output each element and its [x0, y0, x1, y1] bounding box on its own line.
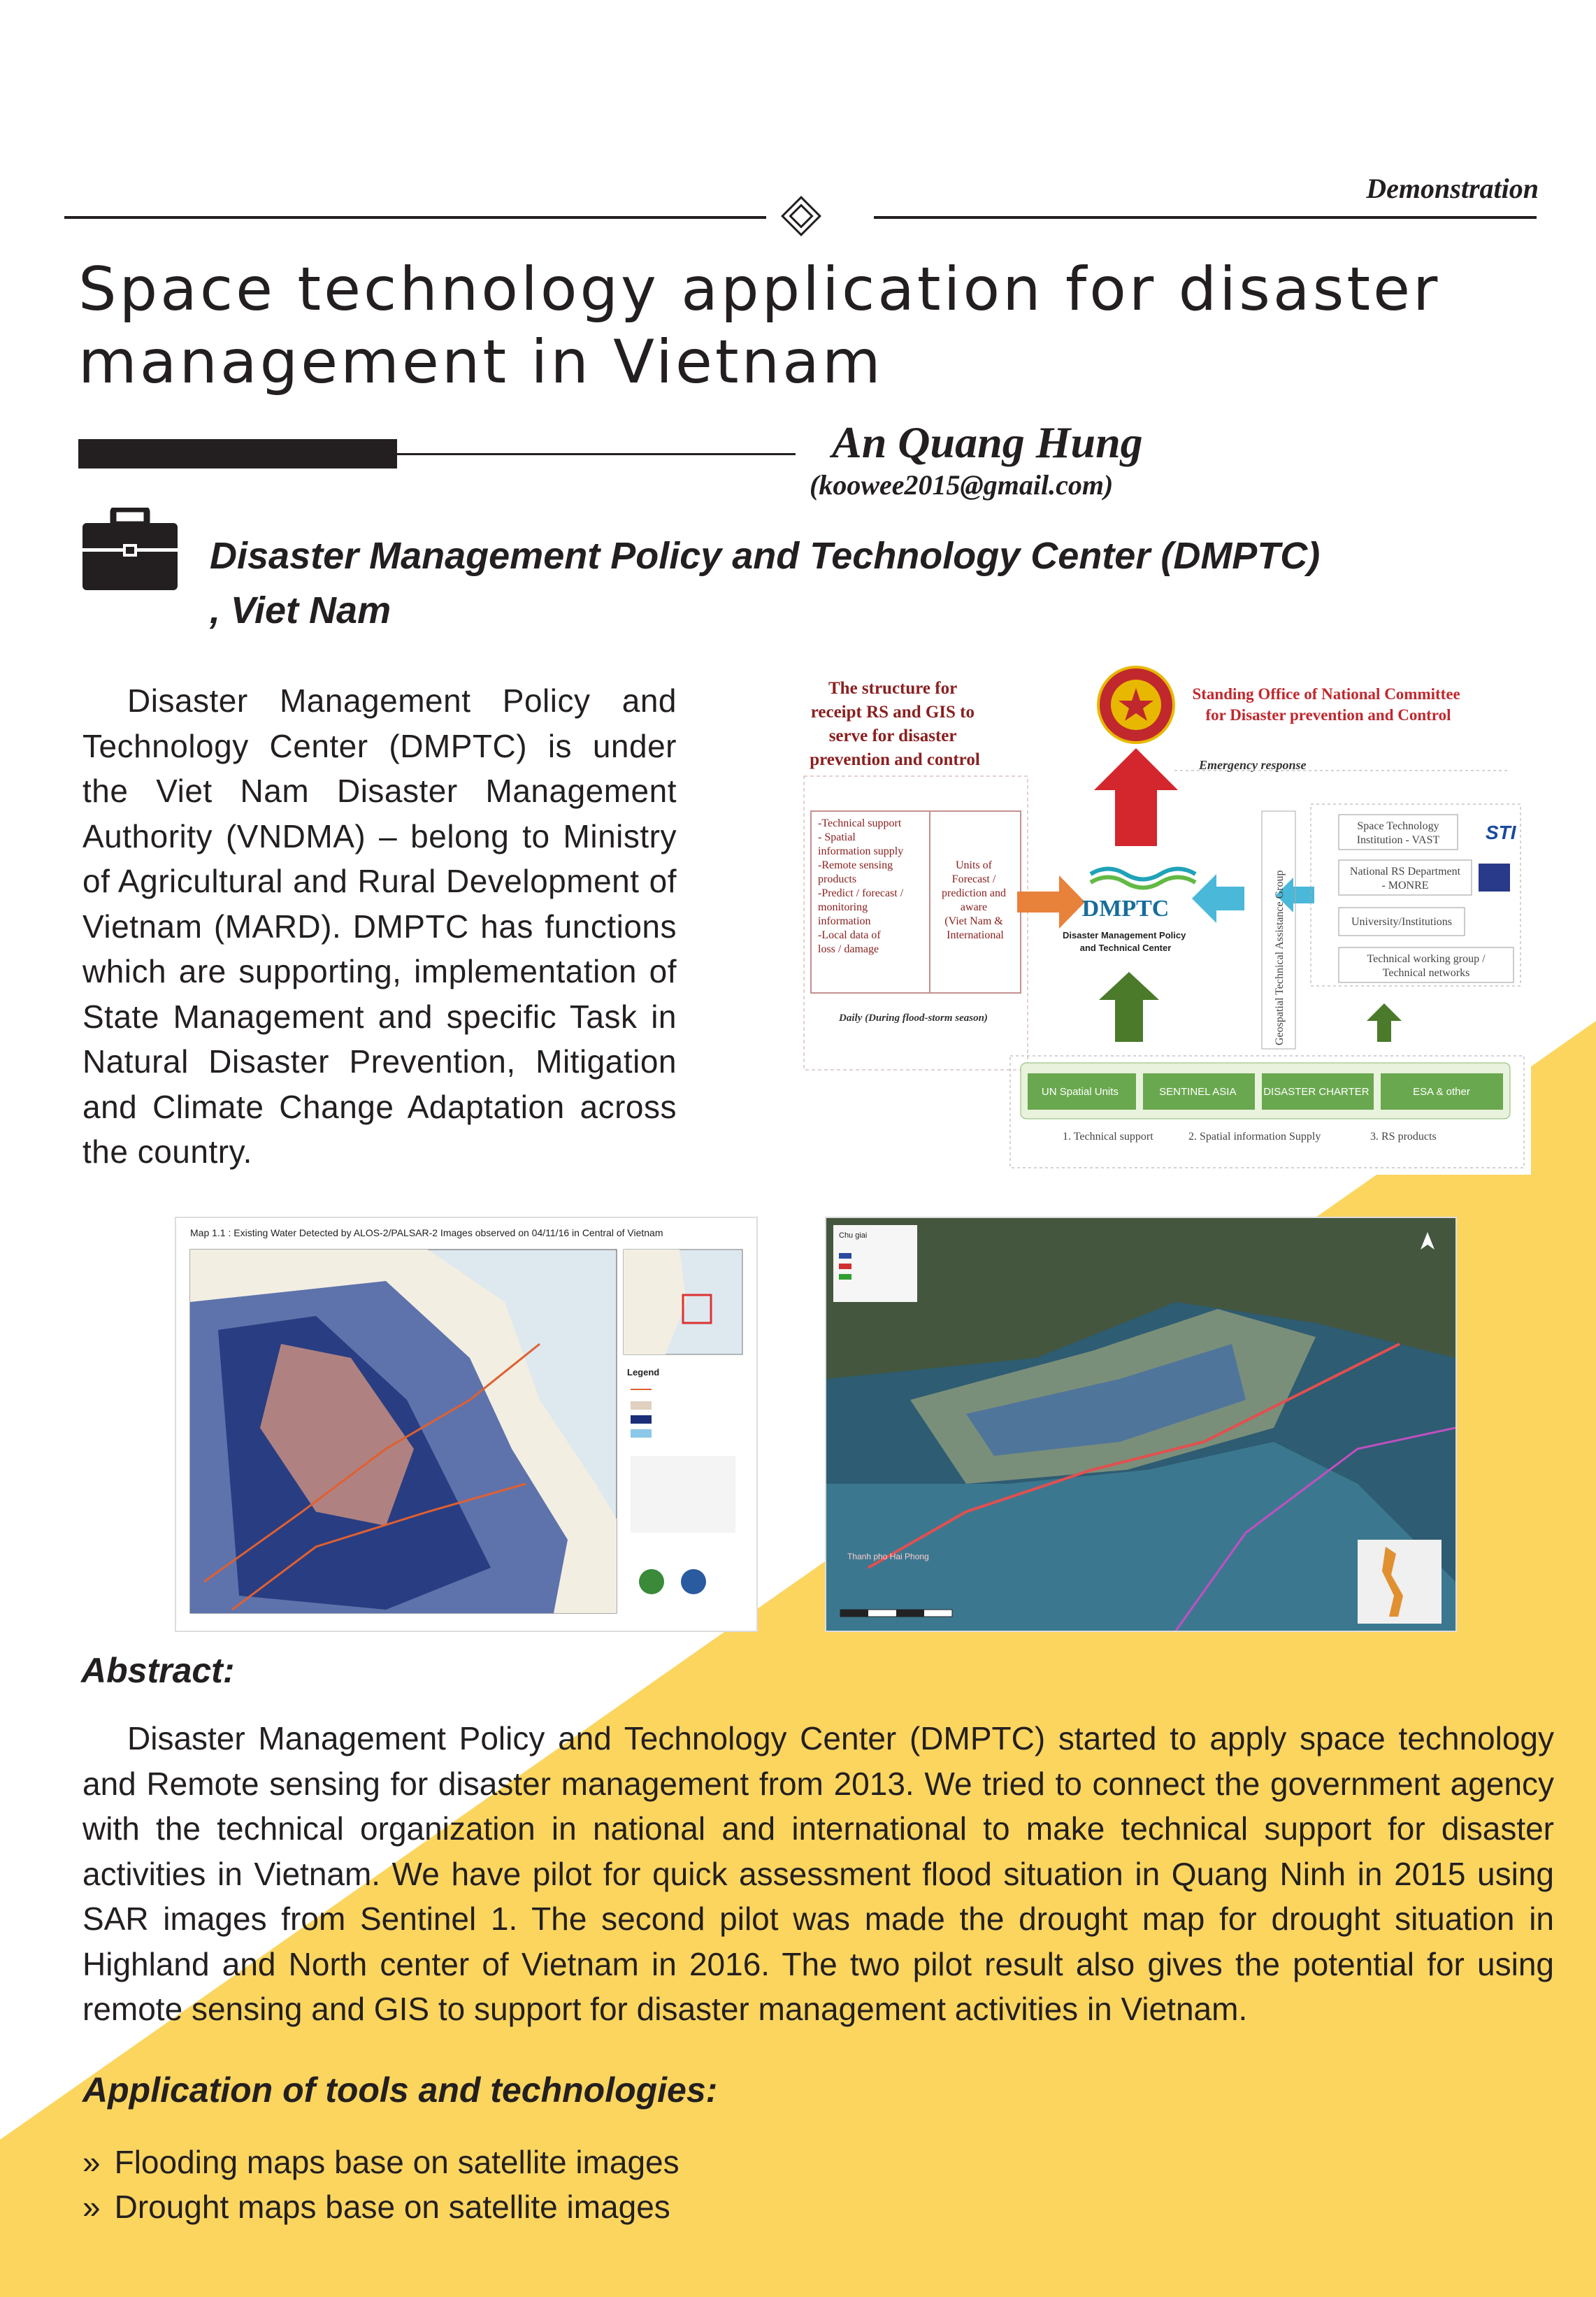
- abstract-heading: Abstract:: [81, 1651, 235, 1690]
- author-email: (koowee2015@gmail.com): [810, 469, 1114, 501]
- list-item: » Drought maps base on satellite images: [82, 2184, 680, 2229]
- dg-office-1: Standing Office of National Committee: [1192, 685, 1460, 703]
- map2-place: Thanh pho Hai Phong: [847, 1552, 929, 1561]
- dg-office-2: for Disaster prevention and Control: [1205, 706, 1451, 724]
- author-name: An Quang Hung: [832, 417, 1143, 467]
- author-bar: [78, 439, 397, 468]
- monre-logo: [1479, 864, 1510, 892]
- dg-title-3: serve for disaster: [828, 727, 957, 745]
- svg-text:UN Spatial Units SENTINE: UN Spatial Units SENTINEL ASIA DISASTER CHARTER ESA & other: [1041, 1086, 1470, 1098]
- header-rule-right: [874, 216, 1537, 219]
- dg-emergency: Emergency response: [1199, 758, 1307, 772]
- svg-text:1. Technical support 2.: 1. Technical support 2. Spatial information Supply 3. RS products: [1063, 1131, 1437, 1143]
- diamond-ornament-icon: [780, 195, 822, 237]
- map1-title: Map 1.1 : Existing Water Detected by ALOS-2/PALSAR-2 Images observed on 04/11/16 in Central of Vietnam: [190, 1227, 663, 1238]
- svg-text:Units of Forecast /: Units of Forecast / prediction and aware (Viet Nam & International: [942, 859, 1006, 941]
- applications-heading: Application of tools and technologies:: [82, 2070, 718, 2110]
- intro-text: Disaster Management Policy and Technology Center (DMPTC) is under the Viet Nam Disaster Management Authority (VNDMA) – belong to Ministry of Agricultural and Rural Development of Vietnam (MARD). DMPTC has functions which are supporting, implementation of State Management and specific Task in Natural Disaster Prevention, Mitigation and Climate Change Adaptation across the country.: [82, 682, 677, 1170]
- page-title: Space technology application for disaster management in Vietnam: [78, 255, 1441, 397]
- flood-map-central-vietnam: [175, 1217, 758, 1632]
- svg-text:Space TechnologyInstitution -: Space Technology Institution - VAST: [1356, 820, 1440, 846]
- abstract-paragraph: [82, 1716, 1554, 2032]
- svg-text:Disaster Management Policy: Disaster Management Policy and Technical Center: [1063, 930, 1186, 953]
- list-item: » Flooding maps base on satellite images: [82, 2140, 680, 2184]
- svg-text:National RS Department- MONRE: National RS Department - MONRE: [1349, 866, 1461, 892]
- abstract-text: Disaster Management Policy and Technology Center (DMPTC) started to apply space technology and Remote sensing for disaster management from 2013. We tried to connect the government agency with the technical organization in national and international to make technical support for disaster activities in Vietnam. We have pilot for quick assessment flood situation in Quang Ninh in 2015 using SAR images from Sentinel 1. The second pilot was made the drought map for drought situation in Highland and North center of Vietnam in 2016. The two pilot result also gives the potential for using remote sensing and GIS to support for disaster management activities in Vietnam.: [82, 1720, 1554, 2027]
- map1-legend: Legend: [627, 1367, 660, 1378]
- map2-legend: Chu giai: [839, 1231, 868, 1240]
- structure-diagram-svg: [797, 664, 1531, 1175]
- svg-text:Technical working group /Techn: Technical working group / Technical networks: [1367, 953, 1486, 979]
- author-rule: [397, 453, 796, 455]
- dg-dmptc: DMPTC: [1081, 896, 1170, 922]
- svg-text:University/Institutions: University/Institutions: [1351, 916, 1452, 928]
- dg-vertical: Geospatial Technical Assistance Group: [1274, 870, 1286, 1045]
- briefcase-icon: [81, 508, 179, 592]
- sti-logo: STI: [1486, 822, 1516, 843]
- dg-title-4: prevention and control: [810, 750, 980, 769]
- dg-title-1: The structure for: [828, 679, 957, 698]
- structure-diagram: [797, 664, 1531, 1175]
- dg-title-2: receipt RS and GIS to: [810, 703, 975, 722]
- section-tag: Demonstration: [1366, 173, 1539, 204]
- svg-text:-Technical support - Spa: -Technical support - Spatial information supply -Remote sensing products -Predict / forecast / monitoring information -Local data of loss / damage: [818, 817, 904, 955]
- applications-list: [82, 2140, 680, 2229]
- header-rule-left: [64, 216, 766, 219]
- dg-daily: Daily (During flood-storm season): [839, 1012, 988, 1024]
- intro-paragraph: [82, 678, 677, 1175]
- organization-heading: Disaster Management Policy and Technology Center (DMPTC) , Viet Nam: [210, 535, 1321, 631]
- flood-map-quang-ninh: [825, 1217, 1457, 1632]
